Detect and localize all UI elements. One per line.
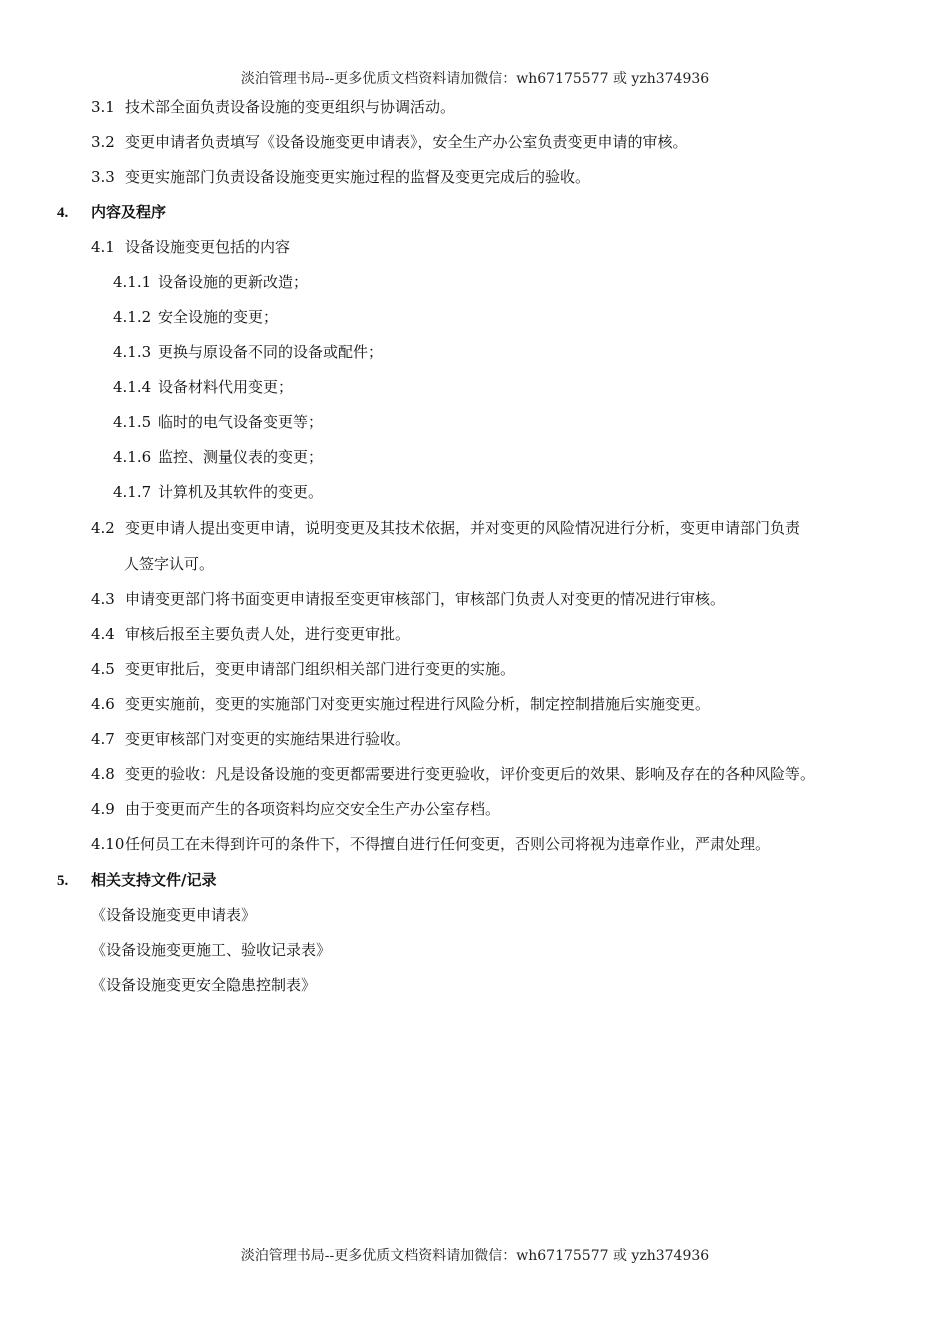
item-4-7 xyxy=(91,728,410,749)
item-3-2 xyxy=(91,131,688,152)
item-text: 任何员工在未得到许可的条件下，不得擅自进行任何变更，否则公司将视为违章作业，严肃处理。 xyxy=(125,835,771,853)
item-text: 由于变更而产生的各项资料均应交安全生产办公室存档。 xyxy=(125,800,501,818)
item-number: 4.7 xyxy=(91,730,115,748)
item-number: 4.1.6 xyxy=(113,448,152,466)
item-text: 临时的电气设备变更等； xyxy=(158,413,324,431)
item-text: 监控、测量仪表的变更； xyxy=(158,448,324,466)
item-text: 设备设施变更包括的内容 xyxy=(125,238,291,256)
related-document: 《设备设施变更安全隐患控制表》 xyxy=(91,976,317,994)
item-number: 3.3 xyxy=(91,168,115,186)
item-4-1-5 xyxy=(113,411,323,432)
item-4-1-1 xyxy=(113,271,308,292)
item-4-1 xyxy=(91,236,290,257)
item-4-1-2 xyxy=(113,306,278,327)
item-text: 设备设施的更新改造； xyxy=(158,273,309,291)
item-4-3 xyxy=(91,588,725,609)
item-4-1-7 xyxy=(113,481,323,502)
item-text: 设备材料代用变更； xyxy=(158,378,294,396)
item-text: 安全设施的变更； xyxy=(158,308,279,326)
item-number: 4.8 xyxy=(91,765,115,783)
item-4-5 xyxy=(91,658,515,679)
item-text: 变更的验收：凡是设备设施的变更都需要进行变更验收，评价变更后的效果、影响及存在的各种风险等。 xyxy=(125,765,816,783)
item-number: 3.2 xyxy=(91,133,115,151)
item-number: 4.1 xyxy=(91,238,115,256)
item-4-6 xyxy=(91,693,710,714)
item-4-1-3 xyxy=(113,341,383,362)
section-number: 4. xyxy=(57,205,69,221)
item-text: 变更审批后，变更申请部门组织相关部门进行变更的实施。 xyxy=(125,660,516,678)
item-number: 4.1.5 xyxy=(113,413,152,431)
item-4-2-continuation: 人签字认可。 xyxy=(124,555,215,573)
item-text: 审核后报至主要负责人处，进行变更审批。 xyxy=(125,625,411,643)
item-number: 4.1.1 xyxy=(113,273,152,291)
section-title: 相关支持文件/记录 xyxy=(91,871,217,889)
item-4-1-4 xyxy=(113,376,293,397)
page-header: 淡泊管理书局--更多优质文档资料请加微信：wh67175577 或 yzh374936 xyxy=(240,71,710,87)
item-number: 4.5 xyxy=(91,660,115,678)
item-text: 计算机及其软件的变更。 xyxy=(158,483,324,501)
section-title: 内容及程序 xyxy=(91,203,167,221)
item-text: 变更实施部门负责设备设施变更实施过程的监督及变更完成后的验收。 xyxy=(125,168,591,186)
item-4-1-6 xyxy=(113,446,323,467)
item-text: 变更申请人提出变更申请，说明变更及其技术依据，并对变更的风险情况进行分析，变更申请部门负责 xyxy=(125,519,801,537)
item-number: 4.2 xyxy=(91,519,115,537)
item-text: 变更申请者负责填写《设备设施变更申请表》，安全生产办公室负责变更申请的审核。 xyxy=(125,133,688,151)
item-3-3 xyxy=(91,166,590,187)
item-number: 4.1.3 xyxy=(113,343,152,361)
item-number: 4.1.2 xyxy=(113,308,152,326)
item-text: 技术部全面负责设备设施的变更组织与协调活动。 xyxy=(125,98,456,116)
item-text: 变更审核部门对变更的实施结果进行验收。 xyxy=(125,730,411,748)
item-4-10 xyxy=(91,833,770,854)
item-text: 更换与原设备不同的设备或配件； xyxy=(158,343,384,361)
item-number: 3.1 xyxy=(91,98,115,116)
item-number: 4.4 xyxy=(91,625,115,643)
item-number: 4.3 xyxy=(91,590,115,608)
item-4-2 xyxy=(91,517,800,538)
item-3-1 xyxy=(91,96,455,117)
item-text: 申请变更部门将书面变更申请报至变更审核部门，审核部门负责人对变更的情况进行审核。 xyxy=(125,590,726,608)
item-number: 4.9 xyxy=(91,800,115,818)
section-5-heading xyxy=(57,869,216,890)
item-number: 4.1.4 xyxy=(113,378,152,396)
item-number: 4.1.7 xyxy=(113,483,152,501)
related-document: 《设备设施变更申请表》 xyxy=(91,906,257,924)
item-4-4 xyxy=(91,623,410,644)
section-4-heading xyxy=(57,201,166,222)
related-document: 《设备设施变更施工、验收记录表》 xyxy=(91,941,332,959)
item-number: 4.10 xyxy=(91,835,125,853)
section-number: 5. xyxy=(57,873,69,889)
page-footer: 淡泊管理书局--更多优质文档资料请加微信：wh67175577 或 yzh374936 xyxy=(240,1248,710,1264)
item-4-9 xyxy=(91,798,500,819)
item-number: 4.6 xyxy=(91,695,115,713)
item-4-8 xyxy=(91,763,815,784)
item-text: 变更实施前，变更的实施部门对变更实施过程进行风险分析，制定控制措施后实施变更。 xyxy=(125,695,711,713)
